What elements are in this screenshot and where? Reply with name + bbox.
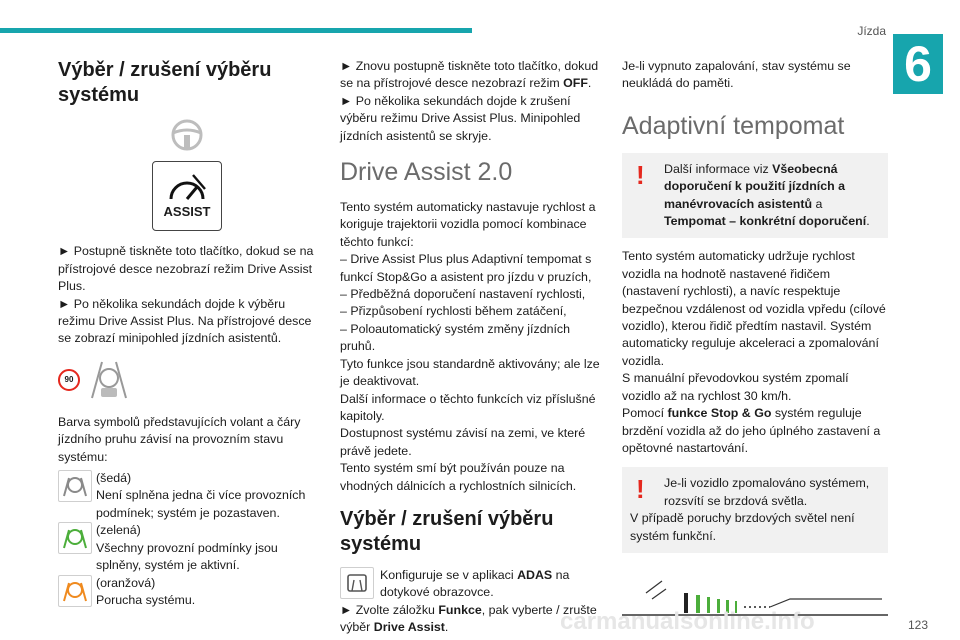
speedometer-icon — [165, 173, 209, 203]
status-label: (šedá) — [96, 471, 132, 486]
status-list — [58, 470, 316, 609]
chapter-tab: 6 — [893, 34, 943, 94]
column-1 — [58, 58, 316, 609]
paragraph: – Drive Assist Plus plus Adaptivní tempomat s funkcí Stop&Go a asistent pro jízdu v pruzích, — [340, 252, 592, 284]
assist-button — [152, 161, 222, 231]
paragraph: Je-li vozidlo zpomalováno systémem, rozsvítí se brzdová světla. — [664, 476, 870, 508]
paragraph: ► Po několika sekundách dojde k výběru režimu Drive Assist Plus. Na přístrojové desce se zobrazí minipohled jízdních asistentů. — [58, 296, 312, 346]
steering-wheel-icon — [58, 118, 316, 157]
heading-adaptive-cruise: Adaptivní tempomat — [622, 111, 845, 140]
page-number: 123 — [907, 618, 928, 632]
status-text: Není splněna jedna či více provozních podmínek; systém je pozastaven. — [96, 488, 306, 520]
status-text: Porucha systému. — [96, 592, 196, 607]
watermark: carmanualsonline.info — [560, 608, 815, 635]
paragraph: Další informace o těchto funkcích viz příslušné kapitoly. — [340, 391, 596, 423]
status-label: (oranžová) — [96, 575, 156, 590]
paragraph: ► Zvolte záložku Funkce, pak vyberte / zrušte výběr Drive Assist. — [340, 602, 597, 635]
column-2 — [340, 58, 600, 637]
column-3 — [622, 58, 888, 622]
paragraph: ► Postupně tiskněte toto tlačítko, dokud se na přístrojové desce nezobrazí režim Drive Assist Plus. — [58, 244, 314, 294]
paragraph: ► Znovu postupně tiskněte toto tlačítko, dokud se na přístrojové desce nezobrazí režim OFF. — [340, 59, 599, 91]
status-label: (zelená) — [96, 523, 141, 538]
paragraph: S manuální převodovkou systém zpomalí vozidlo až na rychlost 30 km/h. — [622, 371, 849, 403]
chapter-color-bar — [0, 28, 472, 33]
paragraph: Konfiguruje se v aplikaci ADAS na dotykové obrazovce. — [380, 567, 570, 600]
paragraph: Tyto funkce jsou standardně aktivovány; ale lze je deaktivovat. — [340, 356, 600, 389]
paragraph: – Poloautomatický systém změny jízdních pruhů. — [340, 321, 571, 354]
status-text: Všechny provozní podmínky jsou splněny, systém je aktivní. — [96, 540, 278, 573]
grey-status-icon — [58, 470, 92, 502]
status-item — [58, 522, 316, 574]
info-note: ! Další informace viz Všeobecná doporučení k použití jízdních a manévrovacích asistentů a Tempomat – konkrétní doporučení. — [622, 153, 888, 239]
paragraph: Tento systém smí být používán pouze na vhodných dálnicích a rychlostních silnicích. — [340, 461, 577, 493]
assist-label: ASSIST — [163, 203, 211, 219]
drive-assist-body — [340, 199, 600, 495]
lane-car-icon — [86, 360, 132, 400]
instrument-minipohled — [58, 360, 316, 400]
adas-row — [340, 567, 600, 602]
warning-icon: ! — [636, 474, 645, 505]
adas-icon — [340, 567, 374, 599]
paragraph: – Přizpůsobení rychlosti během zatáčení, — [340, 304, 567, 319]
orange-status-icon — [58, 575, 92, 607]
paragraph: Barva symbolů představujících volant a čáry jízdního pruhu závisí na provozním stavu systému: — [58, 414, 301, 464]
paragraph: – Předběžná doporučení nastavení rychlosti, — [340, 287, 586, 302]
paragraph: ► Po několika sekundách dojde k zrušení výběru režimu Drive Assist Plus. Minipohled jízdních asistentů se skryje. — [340, 93, 581, 143]
paragraph: Pomocí funkce Stop & Go systém reguluje brzdění vozidla až do jeho úplného zastavení a opětovné nastartování. — [622, 406, 881, 455]
speed-limit-badge: 90 — [58, 369, 80, 391]
warning-icon: ! — [636, 159, 645, 190]
heading-drive-assist: Drive Assist 2.0 — [340, 158, 513, 187]
brake-light-note — [622, 467, 888, 553]
paragraph: Je-li vypnuto zapalování, stav systému se neukládá do paměti. — [622, 59, 851, 91]
paragraph: Tento systém automaticky nastavuje rychlost a koriguje trajektorii vozidla pomocí kombinace těchto funkcí: — [340, 200, 596, 249]
paragraph: Dostupnost systému závisí na zemi, ve které právě jedete. — [340, 426, 586, 458]
status-item — [58, 575, 316, 610]
heading-select-system: Výběr / zrušení výběru systému — [58, 59, 272, 106]
paragraph: V případě poruchy brzdových světel není systém funkční. — [630, 511, 855, 543]
section-title: Jízda — [857, 24, 886, 38]
heading-select-system-2: Výběr / zrušení výběru systému — [340, 507, 554, 555]
paragraph: Tento systém automaticky udržuje rychlost vozidla na hodnotě nastavené řidičem (nastavení rychlosti), a navíc respektuje bezpečnou vzdálenost od vozidla vpředu (cílové vozidlo), kterou řidič předtím nastavil. Systém automaticky reguluje akceleraci a zpomalování vozidla. — [622, 249, 886, 368]
status-item — [58, 470, 316, 522]
green-status-icon — [58, 522, 92, 554]
adaptive-cruise-body — [622, 248, 888, 457]
